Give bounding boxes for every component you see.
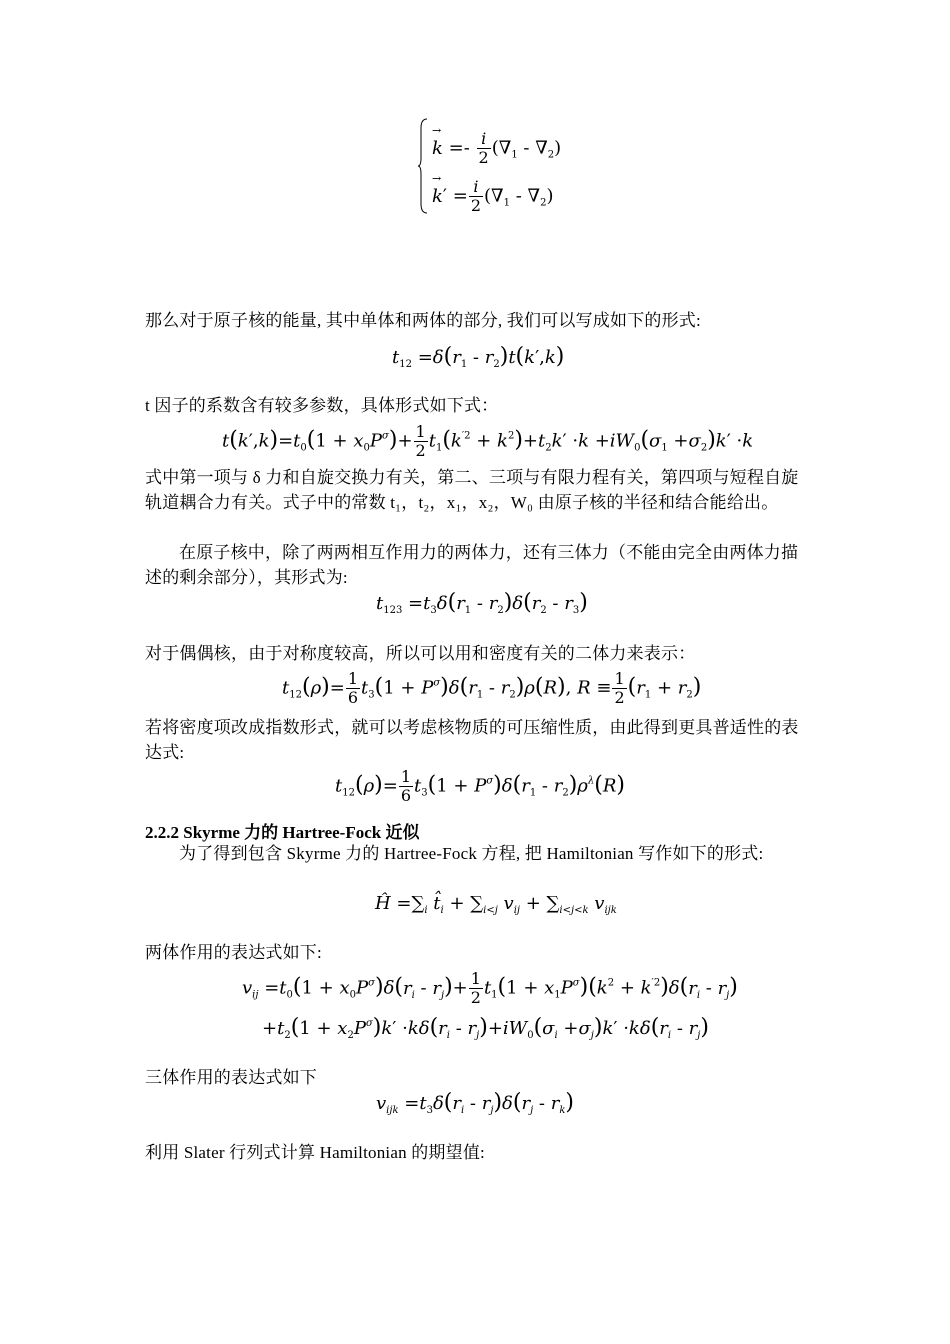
equation-t12-rho: $t_{12}(\rho)=$ $\frac{1}{6}$ $t_3(1 + P^\sigma)\delta(r_1 - r_2)\rho(R)$, R ≡ $\frac{1}{2}$ $(r_1 + r_2)$ (282, 669, 702, 707)
paragraph-three-body: 三体作用的表达式如下 (145, 1068, 317, 1087)
equation-t12-rho-lambda: $t_{12}(\rho)=$ $\frac{1}{6}$ $t_3(1 + P^\sigma)\delta(r_1 - r_2)\rho^\lambda(R)$ (335, 767, 625, 805)
paragraph-t-factor: t 因子的系数含有较多参数，具体形式如下式： (145, 396, 499, 415)
equation-k-prime-definition: → k′ = $\frac{i}{2}$ $(\nabla_1 - \nabla_2)$ (432, 178, 553, 215)
paragraph-even-even-nuclei: 对于偶偶核，由于对称度较高，所以可以用和密度有关的二体力来表示： (145, 644, 696, 663)
paragraph-three-body-intro: 在原子核中，除了两两相互作用力的两体力，还有三体力（不能由完全由两体力描述的剩余部分），其形式为: (145, 543, 799, 587)
paragraph-hamiltonian-intro: 为了得到包含 Skyrme 力的 Hartree-Fock 方程, 把 Hamiltonian 写作如下的形式: (179, 844, 764, 863)
left-brace (418, 118, 428, 214)
paragraph-two-body: 两体作用的表达式如下: (145, 943, 322, 962)
paragraph-exponential-form: 若将密度项改成指数形式，就可以考虑核物质的可压缩性质，由此得到更具普适性的表达式: (145, 718, 799, 762)
equation-t12: $t_{12} =\delta(r_1 - r_2)t(k',k)$ (392, 344, 565, 370)
equation-t123: $t_{123} =t_3\delta(r_1 - r_2)\delta(r_2 - r_3)$ (376, 590, 588, 616)
paragraph-term-explanation: 式中第一项与 δ 力和自旋交换力有关，第二、三项与有限力程有关，第四项与短程自旋轨道耦合力有关。式子中的常数 t₁，t₂，x₁，x₂，W₀ 由原子核的半径和结合能给出。 (145, 468, 799, 512)
paragraph-slater: 利用 Slater 行列式计算 Hamiltonian 的期望值: (145, 1143, 485, 1162)
paragraph-energy-intro: 那么对于原子核的能量, 其中单体和两体的部分, 我们可以写成如下的形式: (145, 311, 701, 330)
equation-vij-line2: $+t_2(1 + x_2P^\sigma)k' \cdot k\delta(r_i - r_j)+iW_0(\sigma_i +\sigma_j)k' \cdot k\delta(r_i - r_j)$ (262, 1015, 709, 1041)
equation-vij-line1: $v_{ij} =t_0(1 + x_0P^\sigma)\delta(r_i - r_j)+$ $\frac{1}{2}$ $t_1(1 + x_1P^\sigma)(k^2 + k^{'2})\delta(r_i - r_j)$ (242, 969, 738, 1007)
equation-hamiltonian: Ĥ $=\sum_i$ $t̂_i + \sum_{i<j}$ $v_{ij} + \sum_{i<j<k}$ $v_{ijk}$ (375, 893, 617, 916)
equation-k-definition: → k =- $\frac{i}{2}$ $(\nabla_1 - \nabla_2)$ (432, 130, 561, 167)
equation-t-factor: $t(k',k)=t_0(1 + x_0P^\sigma)+$ $\frac{1}{2}$ $t_1(k^{'2} + k^2)+t_2k' \cdot k +iW_0(\sigma_1 +\sigma_2)k' \cdot k$ (222, 422, 754, 460)
section-heading: 2.2.2 Skyrme 力的 Hartree-Fock 近似 (145, 823, 420, 842)
equation-vijk: $v_{ijk} =t_3\delta(r_i - r_j)\delta(r_j - r_k)$ (376, 1090, 574, 1116)
